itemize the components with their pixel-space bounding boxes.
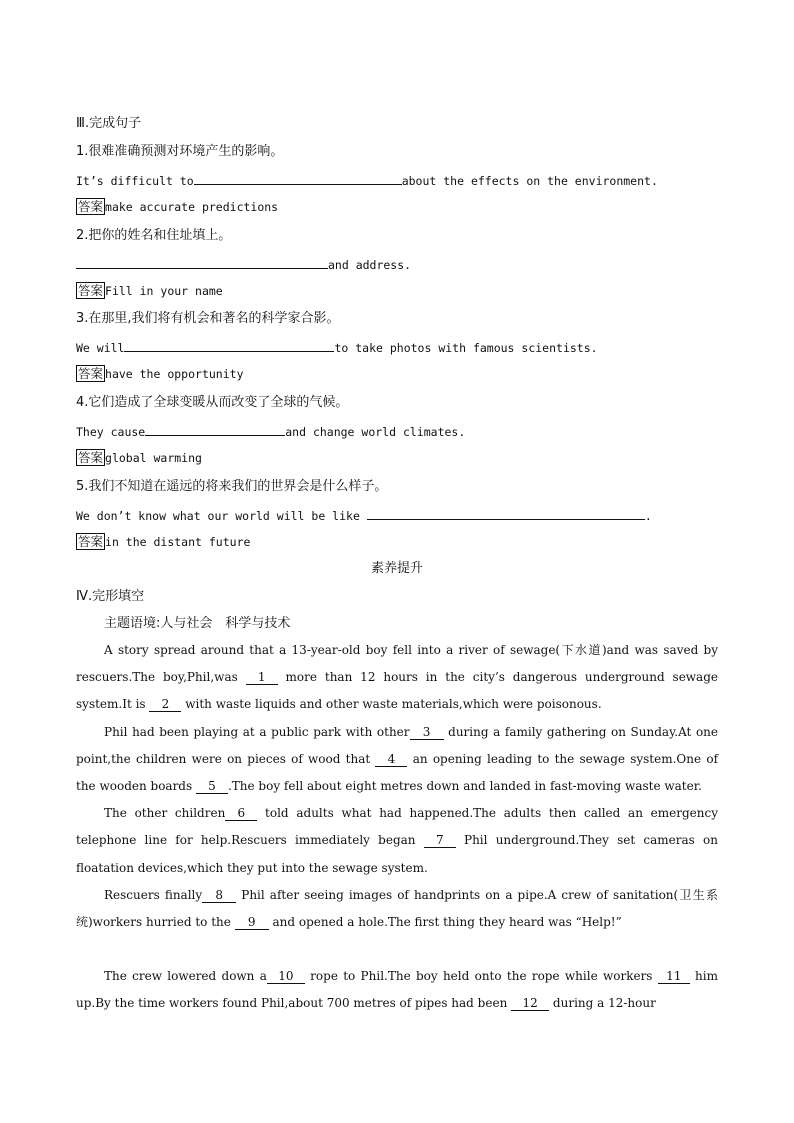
blank-number: 4 — [375, 752, 407, 767]
blank-number: 10 — [267, 969, 305, 984]
blank-number: 1 — [246, 670, 278, 685]
answer-tag: 答案 — [78, 534, 104, 549]
item-sentence — [76, 507, 652, 524]
answer-text: make accurate predictions — [105, 200, 279, 214]
passage-text: with waste liquids and other waste materials,which were poisonous. — [181, 697, 602, 712]
answer-line — [76, 365, 244, 382]
passage-text: The crew lowered down a — [104, 969, 267, 984]
answer-line — [76, 449, 202, 466]
passage-text: and opened a hole.The first thing they heard was “Help!” — [268, 915, 622, 930]
sentence-after: about the effects on the environment. — [401, 174, 658, 188]
sentence-before: They cause — [76, 425, 146, 439]
blank-number: 7 — [424, 833, 456, 848]
spacer — [76, 936, 718, 963]
answer-blank — [124, 339, 334, 352]
sentence-before: We will — [76, 341, 125, 355]
item-sentence — [76, 256, 411, 273]
answer-line — [76, 198, 278, 215]
theme-line: 主题语境:人与社会 科学与技术 — [104, 616, 291, 631]
sentence-after: to take photos with famous scientists. — [334, 341, 598, 355]
passage-text: an opening leading to the sewage system.One of the wooden boards — [76, 751, 719, 794]
blank-number: 12 — [511, 996, 549, 1011]
blank-number: 9 — [235, 915, 269, 930]
item-prompt: 3.在那里,我们将有机会和著名的科学家合影。 — [76, 311, 340, 326]
blank-number: 6 — [225, 806, 257, 821]
passage-text: during a 12-hour — [549, 996, 656, 1011]
passage-text: The other children — [104, 806, 226, 821]
blank-number: 8 — [202, 888, 236, 903]
passage-text: Rescuers finally — [104, 887, 203, 902]
answer-blank — [145, 423, 285, 436]
answer-tag: 答案 — [78, 366, 104, 381]
paragraph — [76, 637, 718, 719]
passage-text: during a family gathering on Sunday.At one point,the children were on pieces of wood that — [76, 724, 718, 766]
item-sentence — [76, 172, 658, 189]
passage-text: .The boy fell about eight metres down and landed in fast-moving waste water. — [227, 779, 702, 794]
paragraph — [76, 800, 718, 882]
item-sentence — [76, 339, 598, 356]
answer-text: in the distant future — [105, 535, 251, 549]
passage-text: Phil after seeing images of handprints on a pipe.A crew of sanitation(卫生系统)workers hurried to the — [76, 887, 718, 930]
sentence-after: and address. — [328, 258, 412, 272]
item-prompt: 2.把你的姓名和住址填上。 — [76, 228, 232, 243]
item-prompt: 5.我们不知道在遥远的将来我们的世界会是什么样子。 — [76, 479, 388, 494]
answer-tag: 答案 — [78, 450, 104, 465]
passage-text: rope to Phil.The boy held onto the rope while workers — [304, 969, 658, 984]
passage-text: him up.By the time workers found Phil,about 700 metres of pipes had been — [76, 969, 719, 1011]
sentence-after: . — [644, 509, 652, 523]
paragraph — [76, 882, 718, 936]
passage-text: Phil underground.They set cameras on floatation devices,which they put into the sewage system. — [76, 833, 718, 875]
blank-number: 3 — [410, 725, 444, 740]
answer-text: Fill in your name — [105, 284, 223, 298]
blank-number: 11 — [658, 969, 690, 984]
cloze-passage — [76, 637, 718, 1018]
answer-text: have the opportunity — [105, 367, 244, 381]
answer-tag: 答案 — [78, 199, 104, 214]
answer-blank — [76, 256, 328, 269]
answer-text: global warming — [105, 451, 202, 465]
answer-line — [76, 282, 223, 299]
section-heading: Ⅲ.完成句子 — [76, 116, 142, 131]
answer-blank — [194, 172, 402, 185]
answer-line — [76, 533, 250, 550]
paragraph — [76, 719, 718, 801]
answer-blank — [367, 507, 645, 520]
passage-text: more than 12 hours in the city’s dangerous underground sewage system.It is — [76, 670, 718, 712]
item-prompt: 4.它们造成了全球变暖从而改变了全球的气候。 — [76, 395, 349, 410]
sentence-before: It’s difficult to — [76, 174, 194, 188]
passage-text: Phil had been playing at a public park with other — [104, 724, 410, 739]
blank-number: 5 — [196, 779, 228, 794]
item-sentence — [76, 423, 465, 440]
blank-number: 2 — [149, 697, 181, 712]
sentence-after: and change world climates. — [285, 425, 466, 439]
passage-text: told adults what had happened.The adults then called an emergency telephone line for help.Rescuers immediately began — [76, 806, 719, 848]
section-heading: Ⅳ.完形填空 — [76, 589, 145, 604]
sentence-before: We don’t know what our world will be like — [76, 509, 360, 523]
paragraph — [76, 963, 718, 1017]
passage-text: A story spread around that a 13-year-old boy fell into a river of sewage(下水道)and was saved by rescuers.The boy,Phil,was — [76, 643, 718, 685]
item-prompt: 1.很难准确预测对环境产生的影响。 — [76, 144, 284, 159]
answer-tag: 答案 — [78, 283, 104, 298]
section-divider-title: 素养提升 — [370, 561, 423, 576]
